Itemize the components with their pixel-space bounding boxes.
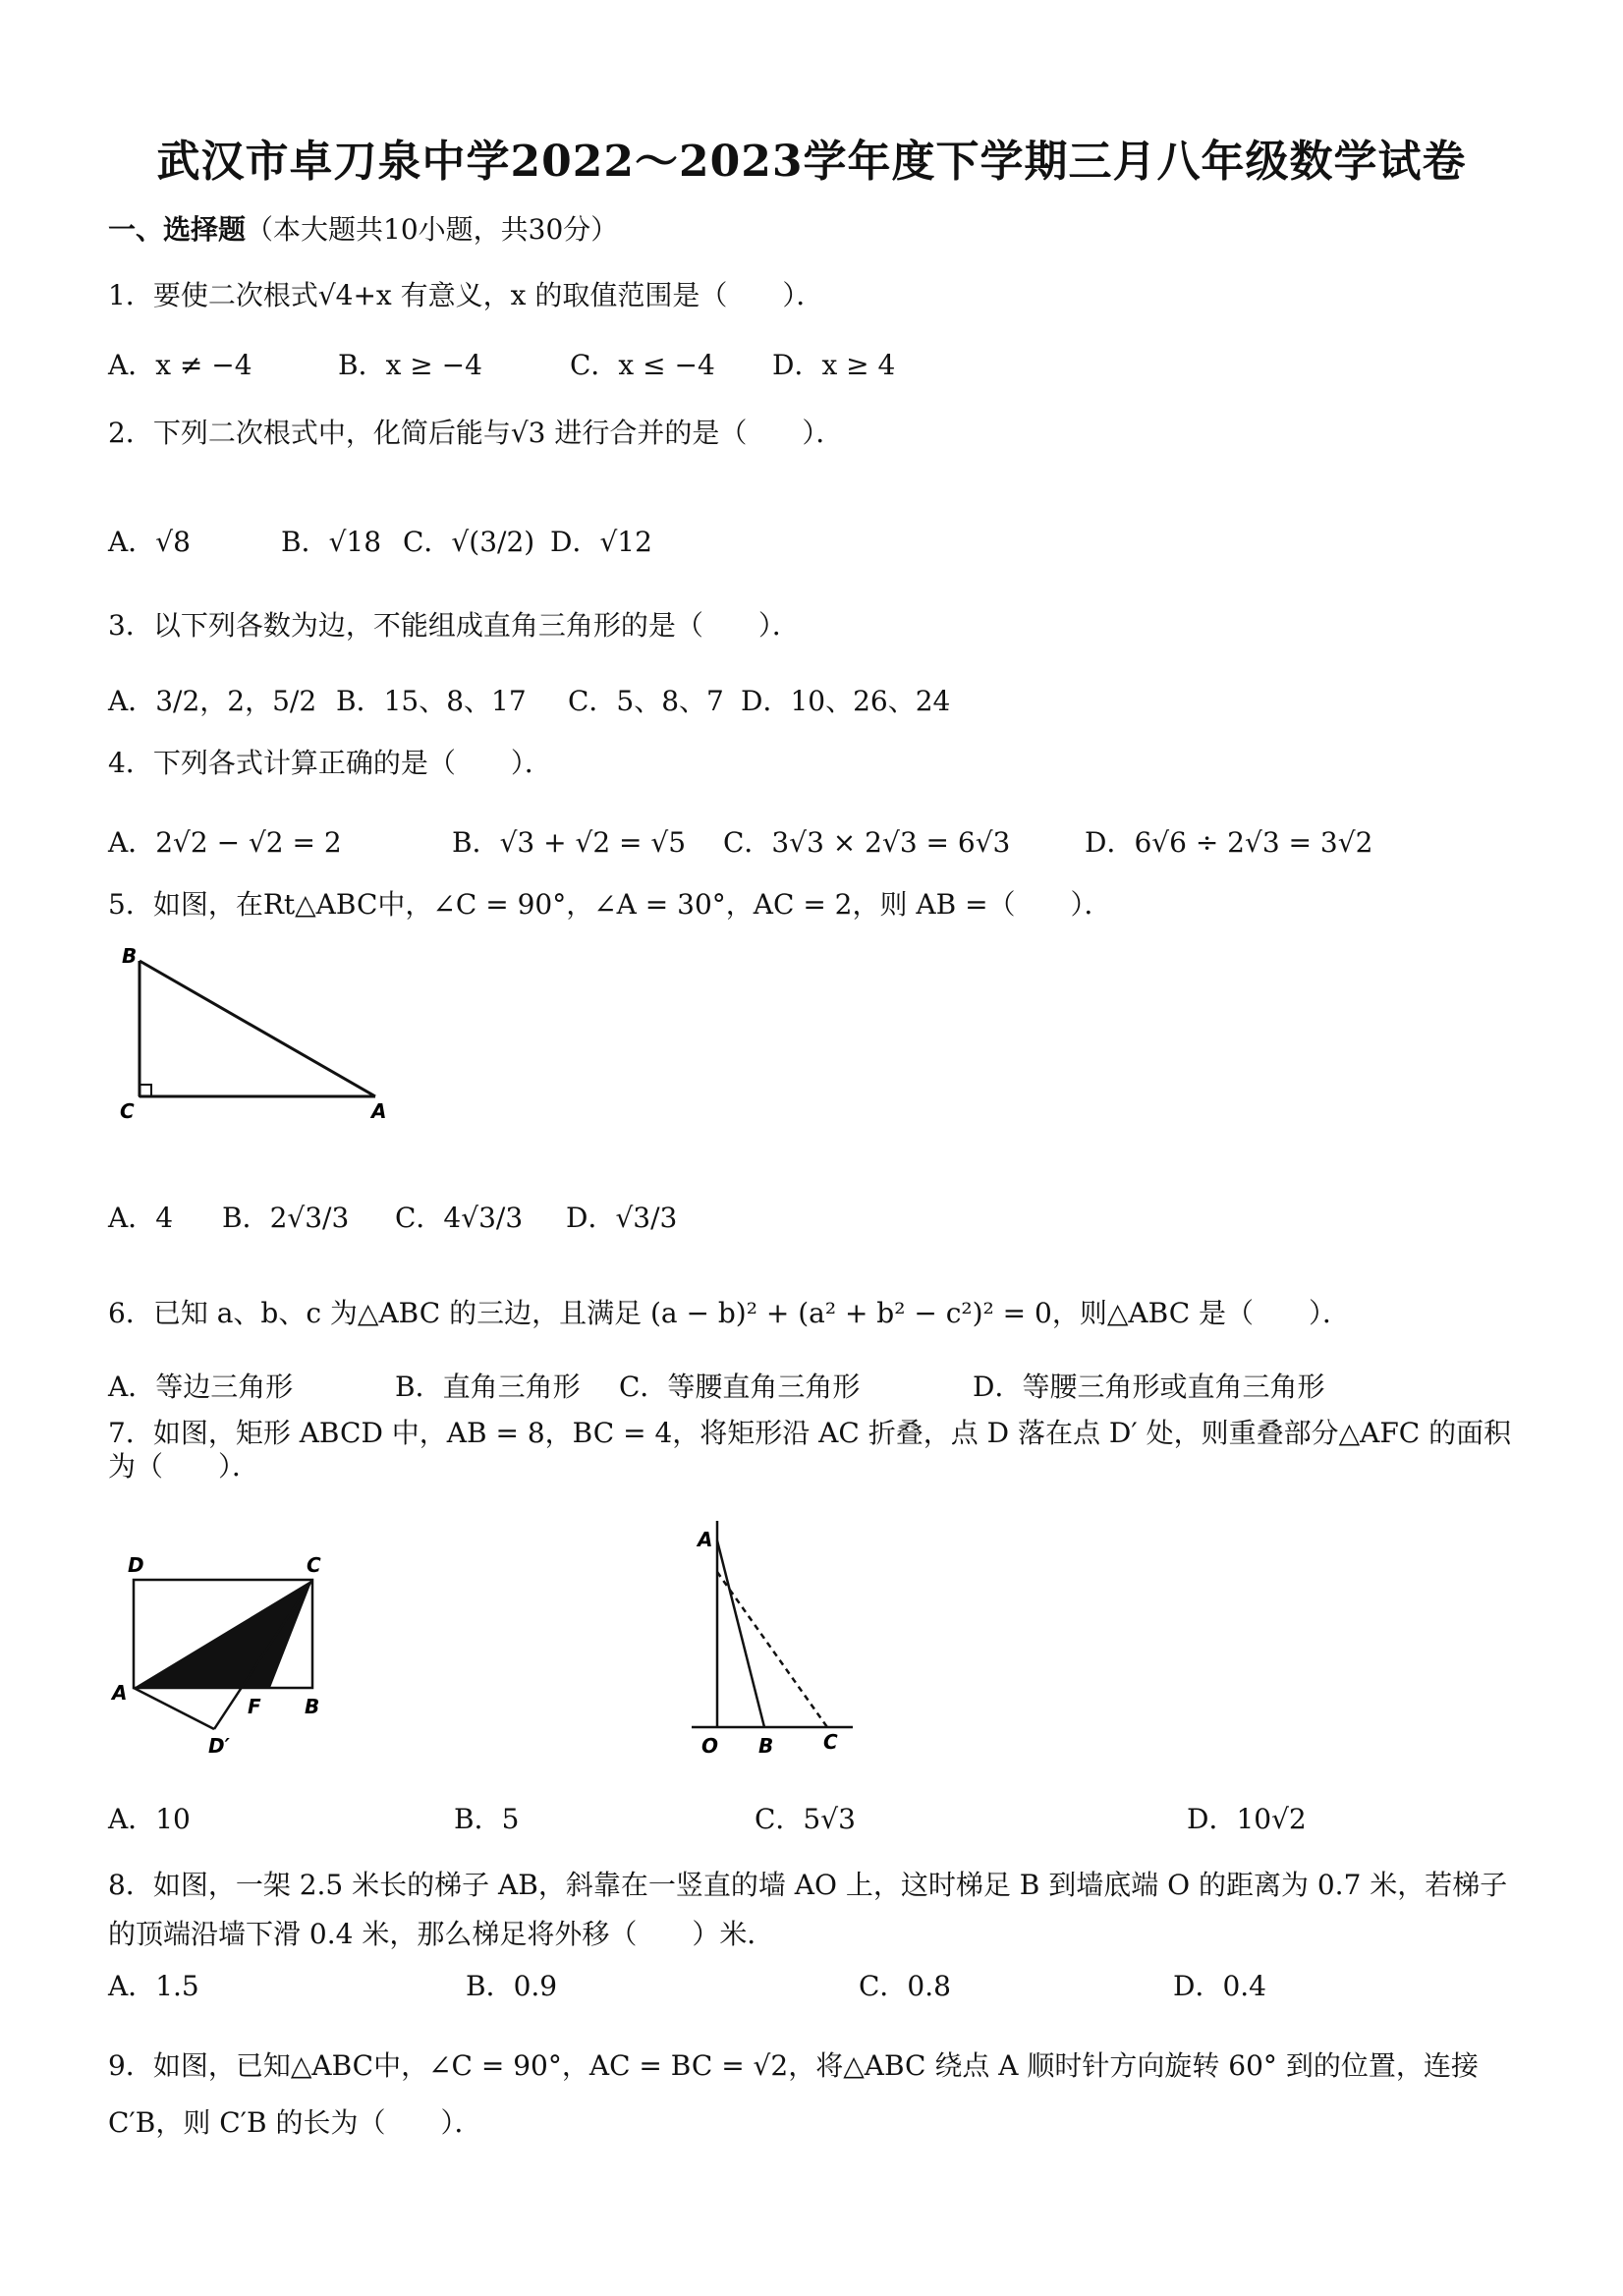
q4-option-a: A．2√2 − √2 = 2 (108, 826, 342, 859)
q7-fold-ad (134, 1688, 214, 1729)
q7-label-d-prime: D′ (208, 1734, 230, 1758)
q3-option-a: A．3/2，2，5/2 (108, 685, 317, 717)
q7-option-d: D．10√2 (1187, 1803, 1307, 1835)
question-3: 3．以下列各数为边，不能组成直角三角形的是（ ）． (108, 609, 800, 642)
q5-option-c: C．4√3/3 (395, 1202, 524, 1234)
q7-label-b: B (305, 1695, 320, 1718)
q3-option-d: D．10、26、24 (741, 685, 951, 717)
q7-label-f: F (248, 1695, 261, 1718)
q8-option-c: C．0.8 (859, 1970, 951, 2002)
q1-option-a: A．x ≠ −4 (108, 349, 252, 381)
q8-label-o: O (701, 1734, 719, 1758)
q3-option-c: C．5、8、7 (568, 685, 724, 717)
q5-option-d: D．√3/3 (566, 1202, 678, 1234)
question-9: 9．如图，已知△ABC中，∠C = 90°，AC = BC = √2，将△ABC 绕点 A 顺时针方向旋转 60° 到的位置，连接 C′B，则 C′B 的长为（ ）． (108, 2049, 1479, 2139)
q7-overlap-triangle-afc (134, 1580, 312, 1688)
q4-option-d: D．6√6 ÷ 2√3 = 3√2 (1085, 826, 1373, 859)
q5-label-a: A (371, 1099, 387, 1123)
q5-side-ab (140, 961, 375, 1096)
q7-option-a: A．10 (108, 1803, 191, 1835)
q1-option-d: D．x ≥ 4 (772, 349, 896, 381)
q8-option-d: D．0.4 (1173, 1970, 1266, 2002)
q7-rectangle-figure (108, 1552, 354, 1759)
q8-label-b: B (758, 1734, 774, 1758)
question-7: 7．如图，矩形 ABCD 中，AB = 8，BC = 4，将矩形沿 AC 折叠，点 D 落在点 D′ 处，则重叠部分△AFC 的面积为（ ）． (108, 1417, 1512, 1483)
q5-option-a: A．4 (108, 1202, 174, 1234)
q2-option-c: C．√(3/2) (403, 526, 535, 558)
section-heading (108, 208, 618, 248)
section-note: （本大题共10小题，共30分） (246, 213, 619, 246)
q4-option-b: B．√3 + √2 = √5 (452, 826, 687, 859)
q5-right-angle-mark (140, 1085, 151, 1096)
question-4: 4．下列各式计算正确的是（ ）． (108, 747, 552, 779)
question-5: 5．如图，在Rt△ABC中，∠C = 90°，∠A = 30°，AC = 2，则 AB =（ ）． (108, 888, 1112, 921)
question-1: 1．要使二次根式√4+x 有意义，x 的取值范围是（ ）． (108, 279, 824, 311)
q8-option-b: B．0.9 (466, 1970, 558, 2002)
q2-option-a: A．√8 (108, 526, 191, 558)
q7-label-a: A (112, 1681, 128, 1705)
q6-option-d: D．等腰三角形或直角三角形 (973, 1371, 1325, 1403)
q5-option-b: B．2√3/3 (222, 1202, 350, 1234)
q8-label-c: C (823, 1730, 838, 1754)
q5-label-b: B (122, 944, 138, 968)
q8-ladder-moved (717, 1572, 827, 1727)
q8-ladder (717, 1540, 764, 1727)
q7-label-d: D (128, 1553, 144, 1577)
q6-option-b: B．直角三角形 (395, 1371, 581, 1403)
section-name: 一、选择题 (108, 213, 247, 246)
q1-option-b: B．x ≥ −4 (338, 349, 482, 381)
q7-label-c: C (307, 1553, 321, 1577)
q4-option-c: C．3√3 × 2√3 = 6√3 (723, 826, 1011, 859)
q3-option-b: B．15、8、17 (336, 685, 527, 717)
q5-label-c: C (120, 1099, 135, 1123)
question-6: 6．已知 a、b、c 为△ABC 的三边，且满足 (a − b)² + (a² + b² − c²)² = 0，则△ABC 是（ ）． (108, 1297, 1351, 1329)
q2-option-d: D．√12 (550, 526, 652, 558)
q5-triangle-figure (108, 941, 403, 1128)
question-8: 8．如图，一架 2.5 米长的梯子 AB，斜靠在一竖直的墙 AO 上，这时梯足 B 到墙底端 O 的距离为 0.7 米，若梯子的顶端沿墙下滑 0.4 米，那么梯足将外移（ ）米． (108, 1869, 1508, 1950)
page-title: 武汉市卓刀泉中学2022～2023学年度下学期三月八年级数学试卷 (156, 137, 1467, 187)
q7-option-b: B．5 (454, 1803, 520, 1835)
q8-option-a: A．1.5 (108, 1970, 199, 2002)
q7-option-c: C．5√3 (755, 1803, 856, 1835)
q6-option-c: C．等腰直角三角形 (619, 1371, 861, 1403)
q1-option-c: C．x ≤ −4 (570, 349, 715, 381)
q2-option-b: B．√18 (281, 526, 382, 558)
q6-option-a: A．等边三角形 (108, 1371, 294, 1403)
question-2: 2．下列二次根式中，化简后能与√3 进行合并的是（ ）． (108, 417, 844, 449)
q8-ladder-figure (678, 1513, 874, 1759)
q8-label-a: A (698, 1528, 713, 1551)
